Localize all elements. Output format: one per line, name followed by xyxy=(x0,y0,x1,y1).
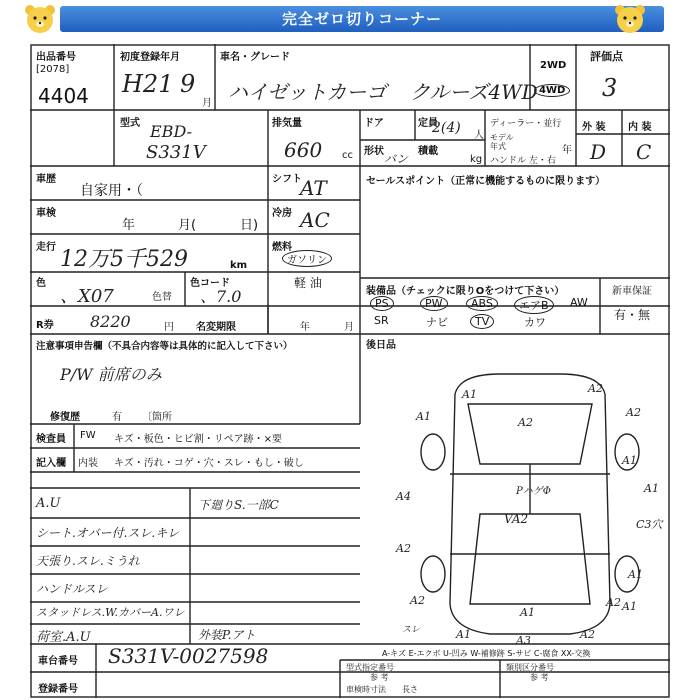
damage-mark: A1 xyxy=(644,482,659,495)
shaken-month: 月( xyxy=(178,218,197,233)
grade-label: 評価点 xyxy=(590,50,623,63)
drive-4wd: 4WD xyxy=(534,84,570,97)
notes-label: 注意事項申告欄（不具合内容等は具体的に記入して下さい） xyxy=(36,341,293,352)
int-label: 内 装 xyxy=(628,122,652,133)
aircon-value: AC xyxy=(300,208,330,232)
bear-mascot-icon xyxy=(612,2,648,38)
first-reg-era: H21 xyxy=(122,70,174,98)
inspection-form xyxy=(30,44,670,698)
lot-code: [2078] xyxy=(36,64,70,75)
damage-mark: A2 xyxy=(518,416,533,429)
inspector-label: 検査員 xyxy=(36,434,66,445)
loading-unit: kg xyxy=(470,154,483,165)
damage-mark: A2 xyxy=(606,596,621,609)
model-year-label-2: 年式 xyxy=(490,142,506,151)
equipment-label: 装備品（チェックに限りOをつけて下さい） xyxy=(366,286,565,297)
shape-label: 形状 xyxy=(364,146,384,157)
remark-right-line: 外装P.アト xyxy=(198,628,256,642)
bottom-l6: 長さ xyxy=(402,685,418,694)
displacement-label: 排気量 xyxy=(272,118,302,129)
damage-mark: A1 xyxy=(622,600,637,613)
dealer-label: ディーラー・並行 xyxy=(490,119,562,129)
inspector-row1: キズ・板色・ヒビ割・リペア跡・×要 xyxy=(114,434,282,445)
int-value: C xyxy=(636,140,652,164)
equip-navi: ナビ xyxy=(426,316,448,329)
damage-mark: A1 xyxy=(520,606,535,619)
type-value-2: S331V xyxy=(146,142,206,163)
repair-label: 修復歴 xyxy=(50,412,80,423)
shaken-year: 年 xyxy=(122,218,136,233)
fuel-label: 燃料 xyxy=(272,242,292,253)
fuel-alt: 軽 油 xyxy=(294,276,322,290)
lot-number: 4404 xyxy=(38,84,89,108)
repair-value: 有 xyxy=(112,412,122,423)
shape-value: バン xyxy=(384,152,409,166)
remark-line: スタッドレス.W.カバーA.ワレ xyxy=(36,606,185,619)
color-value: 、X07 xyxy=(60,286,114,307)
first-reg-label: 初度登録年月 xyxy=(120,52,180,63)
bottom-l5: 車検時寸法 xyxy=(346,685,386,694)
model-name-value: ハイゼットカーゴ xyxy=(228,80,387,104)
shift-label: シフト xyxy=(272,174,302,185)
grade-value: 3 xyxy=(602,74,618,102)
displacement-unit: cc xyxy=(342,150,353,161)
bottom-l2: 参 考 xyxy=(370,673,389,682)
damage-legend: A-キズ E-エクボ U-凹み W-補修跡 S-サビ C-腐食 XX-交換 xyxy=(382,649,591,658)
remark-line: ハンドルスレ xyxy=(36,582,108,596)
door-label: ドア xyxy=(364,118,384,129)
sales-label: セールスポイント（正常に機能するものに限ります） xyxy=(366,176,606,187)
damage-mark: PハゲΦ xyxy=(516,486,551,497)
damage-mark: スレ xyxy=(402,625,421,635)
register-label: 登録番号 xyxy=(38,684,78,695)
banner-title: 完全ゼロ切りコーナー xyxy=(60,6,664,32)
drive-2wd: 2WD xyxy=(540,60,567,71)
aircon-label: 冷房 xyxy=(272,208,292,219)
mileage-value: 12万5千529 xyxy=(60,247,188,272)
mileage-label: 走行 xyxy=(36,242,56,253)
damage-mark: A2 xyxy=(588,382,603,395)
bear-mascot-icon xyxy=(22,2,58,38)
notes-value: P/W 前席のみ xyxy=(60,365,162,384)
equip-tv: TV xyxy=(470,314,494,329)
shaken-day: 日) xyxy=(240,218,259,233)
equip-aw: AW xyxy=(570,296,588,309)
tax-month: 月 xyxy=(344,322,354,333)
capacity-unit: 人 xyxy=(474,130,484,141)
equip-airbag: エアB xyxy=(514,296,554,314)
usage-value: 自家用・（ xyxy=(80,183,143,199)
entry-label: 記入欄 xyxy=(36,458,66,469)
rear-label: 後日品 xyxy=(366,340,396,351)
tax-label: 名変期限 xyxy=(196,322,236,333)
mileage-unit: km xyxy=(230,260,248,271)
first-reg-month: 9 xyxy=(180,70,196,98)
remark-line: 荷室.A.U xyxy=(36,630,91,645)
equip-leather: カワ xyxy=(524,316,546,329)
equip-ps: PS xyxy=(370,296,394,311)
remark-line: シート.オバー付.スレ.キレ xyxy=(36,526,180,540)
damage-mark: A2 xyxy=(396,542,411,555)
bottom-l3: 類別区分番号 xyxy=(506,663,554,672)
bottom-l4: 参 考 xyxy=(530,673,549,682)
new-car-label: 新車保証 xyxy=(612,286,652,297)
capacity-label: 定員 xyxy=(418,118,438,129)
ext-value: D xyxy=(590,140,607,164)
damage-mark: A2 xyxy=(626,406,641,419)
bottom-l1: 型式指定番号 xyxy=(346,663,394,672)
damage-mark: A3 xyxy=(516,634,531,647)
chassis-label: 車台番号 xyxy=(38,656,78,667)
type-value-1: EBD- xyxy=(150,122,192,141)
model-grade-value: クルーズ4WD xyxy=(410,80,538,104)
equip-abs: ABS xyxy=(466,296,498,311)
damage-mark: A1 xyxy=(456,628,471,641)
displacement-value: 660 xyxy=(284,138,323,162)
model-year-unit: 年 xyxy=(562,145,572,156)
capacity-value: 2(4) xyxy=(432,120,461,136)
banner xyxy=(0,0,700,44)
damage-mark: A2 xyxy=(580,628,595,641)
fuel-value: ガソリン xyxy=(282,250,332,267)
model-year-label-1: モデル xyxy=(490,133,514,142)
new-car-value: 有・無 xyxy=(614,308,651,322)
damage-mark: A1 xyxy=(628,568,643,581)
equip-sr: SR xyxy=(374,314,389,327)
inspector-fw: FW xyxy=(80,430,96,441)
handle-label: ハンドル 左・右 xyxy=(490,156,556,166)
tax-year: 年 xyxy=(300,322,310,333)
lot-label: 出品番号 xyxy=(36,52,76,63)
usage-label: 車歴 xyxy=(36,174,56,185)
damage-mark: A1 xyxy=(462,388,477,401)
remark-line: 天張り.スレ.ミうれ xyxy=(36,554,140,568)
ext-label: 外 装 xyxy=(582,122,606,133)
damage-mark: A4 xyxy=(396,490,411,503)
shift-value: AT xyxy=(300,176,327,200)
color-change-label: 色替 xyxy=(152,292,172,303)
recycle-value: 8220 xyxy=(90,312,131,331)
entry-inside: 内装 xyxy=(78,458,98,469)
remark-right-line: 下廻りS.一部C xyxy=(198,498,279,512)
recycle-unit: 円 xyxy=(164,322,174,333)
remark-line: A.U xyxy=(36,496,61,511)
shaken-label: 車検 xyxy=(36,208,56,219)
repair-bracket: 〔箇所 xyxy=(142,412,172,423)
damage-mark: A1 xyxy=(622,454,637,467)
color-code-value: 、7.0 xyxy=(200,287,242,306)
type-label: 型式 xyxy=(120,118,140,129)
color-label: 色 xyxy=(36,278,46,289)
color-code-label: 色コード xyxy=(190,278,230,289)
equip-pw: PW xyxy=(420,296,448,311)
damage-mark: C3穴 xyxy=(636,518,663,531)
entry-row2: キズ・汚れ・コゲ・穴・スレ・もし・破し xyxy=(114,458,304,469)
model-name-label: 車名・グレード xyxy=(220,52,290,63)
damage-mark: A2 xyxy=(410,594,425,607)
first-reg-unit: 月 xyxy=(202,98,212,109)
damage-mark: VA2 xyxy=(504,512,529,526)
damage-mark: A1 xyxy=(416,410,431,423)
loading-label: 積載 xyxy=(418,146,438,157)
car-diagram xyxy=(421,374,639,634)
recycle-label: R券 xyxy=(36,320,54,331)
chassis-value: S331V-0027598 xyxy=(108,644,269,668)
